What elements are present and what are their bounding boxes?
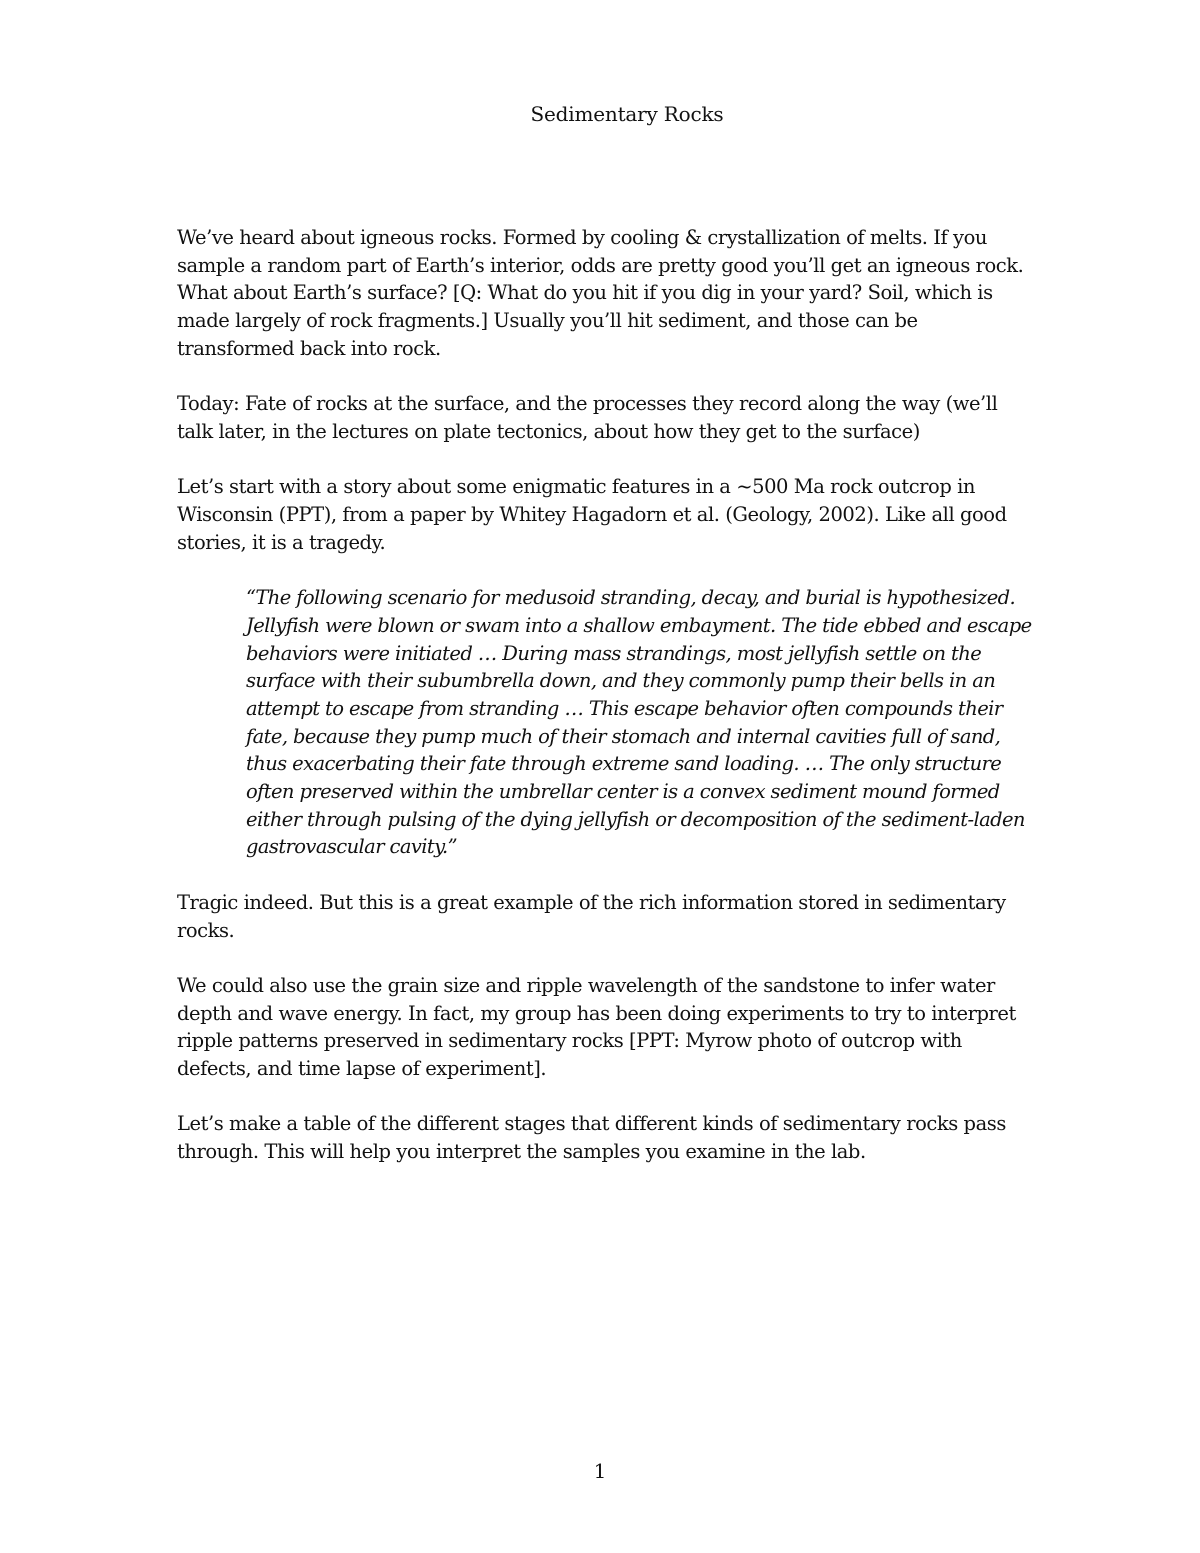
paragraph-table: Let’s make a table of the different stages that different kinds of sedimentary rocks pass through. This will help you interpret the samples you examine in the lab. — [177, 1112, 1006, 1164]
paragraph-ripples: We could also use the grain size and ripple wavelength of the sandstone to infer water depth and wave energy. In fact, my group has been doing experiments to try to interpret ripple patterns preserved in sedimentary rocks [PPT: Myrow photo of outcrop with defects, and time lapse of experiment]. — [177, 973, 1016, 1081]
paragraph-today: Today: Fate of rocks at the surface, and the processes they record along the way (we’ll talk later, in the lectures on plate tectonics, about how they get to the surface) — [177, 392, 998, 443]
block-quote: “The following scenario for medusoid stranding, decay, and burial is hypothesized. Jellyfish were blown or swam into a shallow embayment. The tide ebbed and escape behaviors were initiated … During mass strandings, most jellyfish settle on the surface with their subumbrella down, and they commonly pump their bells in an attempt to escape from stranding … This escape behavior often compounds their fate, because they pump much of their stomach and internal cavities full of sand, thus exacerbating their fate through extreme sand loading. … The only structure often preserved within the umbrellar center is a convex sediment mound formed either through pulsing of the dying jellyfish or decomposition of the sediment-laden gastrovascular cavity.” — [246, 586, 1032, 859]
paragraph-story: Let’s start with a story about some enigmatic features in a ~500 Ma rock outcrop in Wisconsin (PPT), from a paper by Whitey Hagadorn et al. (Geology, 2002). Like all good stories, it is a tragedy. — [177, 475, 1007, 554]
document-body — [177, 224, 1037, 1194]
page-number: 1 — [593, 1459, 607, 1483]
page-title: Sedimentary Rocks — [530, 102, 724, 126]
paragraph-igneous-intro: We’ve heard about igneous rocks. Formed by cooling & crystallization of melts. If you sample a random part of Earth’s interior, odds are pretty good you’ll get an igneous rock. What about Earth’s surface? [Q: What do you hit if you dig in your yard? Soil, which is made largely of rock fragments.] Usually you’ll hit sediment, and those can be transformed back into rock. — [177, 226, 1024, 360]
paragraph-tragic: Tragic indeed. But this is a great example of the rich information stored in sedimentary rocks. — [177, 890, 1006, 942]
